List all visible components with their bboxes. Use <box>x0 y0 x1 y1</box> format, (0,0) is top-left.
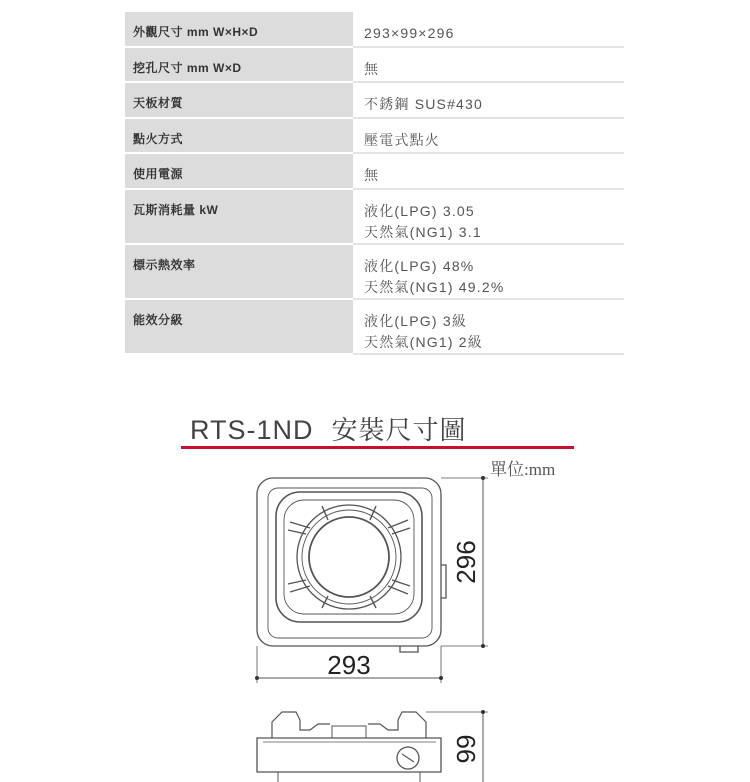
grate-arm <box>288 580 310 592</box>
bottom-tab <box>400 646 418 652</box>
spec-value: 無 <box>353 48 624 83</box>
stove-top-inner-edge <box>268 488 432 638</box>
spec-label: 使用電源 <box>125 154 353 190</box>
width-dimension-label: 293 <box>327 650 371 680</box>
burner-ring-inner <box>309 517 389 597</box>
grate-arm <box>388 520 410 534</box>
spec-value: 液化(LPG) 3級 天然氣(NG1) 2級 <box>353 300 624 355</box>
drawing-title-text: 安裝尺寸圖 <box>331 416 467 446</box>
grate-arm <box>388 580 410 594</box>
side-burner-cap <box>332 726 366 738</box>
spec-label: 點火方式 <box>125 119 353 154</box>
spec-label: 瓦斯消耗量 kW <box>125 190 353 245</box>
spec-label: 外觀尺寸 mm W×H×D <box>125 12 353 48</box>
spec-value: 293×99×296 <box>353 12 624 48</box>
depth-dimension-label: 296 <box>451 540 481 584</box>
spec-value: 壓電式點火 <box>353 119 624 154</box>
grate-arm <box>288 522 310 534</box>
spec-label: 挖孔尺寸 mm W×D <box>125 48 353 83</box>
side-grate-left <box>272 712 330 738</box>
burner-ring-mid <box>302 510 396 604</box>
spec-value: 不銹鋼 SUS#430 <box>353 83 624 119</box>
height-dimension-label: 99 <box>451 734 481 764</box>
side-grate-right <box>368 712 426 738</box>
model-number: RTS-1ND <box>190 415 314 445</box>
spec-value: 液化(LPG) 3.05 天然氣(NG1) 3.1 <box>353 190 624 245</box>
spec-label: 標示熱效率 <box>125 245 353 300</box>
unit-label: 單位:mm <box>490 460 556 479</box>
spec-label: 能效分級 <box>125 300 353 355</box>
spec-value: 無 <box>353 154 624 190</box>
spec-value: 液化(LPG) 48% 天然氣(NG1) 49.2% <box>353 245 624 300</box>
knob-side-bump <box>441 565 446 598</box>
pan-support-outer <box>276 492 422 622</box>
spec-label: 天板材質 <box>125 83 353 119</box>
burner-ring-outer <box>297 505 401 609</box>
stove-top-outline <box>257 478 441 646</box>
